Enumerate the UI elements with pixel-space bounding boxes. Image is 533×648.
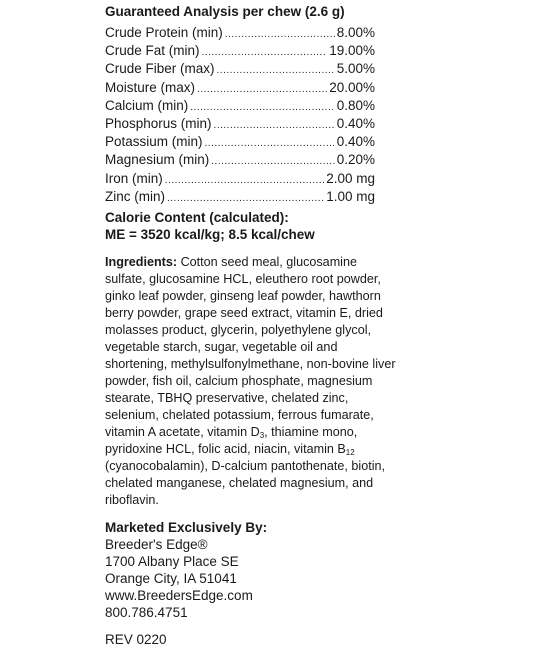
marketer-name: Breeder's Edge® [105,537,208,553]
analysis-row-label: Crude Protein (min) [105,25,223,40]
analysis-row-label: Iron (min) [105,170,163,186]
marketer-website: www.BreedersEdge.com [105,588,253,604]
analysis-row-label: Moisture (max) [105,79,196,95]
calorie-content-title: Calorie Content (calculated): [105,210,289,226]
analysis-row-value: 1.00 mg [326,188,375,204]
dot-leader [211,154,334,170]
dot-leader [197,82,327,98]
dot-leader [217,63,335,79]
marketer-city: Orange City, IA 51041 [105,571,237,587]
ingredients-subscript: 12 [345,448,355,458]
analysis-row-label: Calcium (min) [105,97,189,113]
analysis-row-label: Magnesium (min) [105,152,210,168]
product-label-panel [105,0,405,648]
ingredients-paragraph [105,254,401,509]
analysis-row-value: 0.80% [336,97,375,113]
dot-leader [165,173,324,189]
analysis-row-zinc [105,189,375,207]
dot-leader [167,191,324,207]
analysis-row-value: 19.00% [329,43,375,59]
guaranteed-analysis-title: Guaranteed Analysis per chew (2.6 g) [105,4,345,19]
analysis-row-value: 0.20% [336,152,375,168]
ingredients-text: , thiamine mono, pyridoxine HCL, folic acid, niacin, vitamin B [105,425,358,457]
ingredients-text: Cotton seed meal, glucosamine sulfate, glucosamine HCL, eleuthero root powder, ginko leaf powder, ginseng leaf powder, hawthorn berry powder, grape seed extract, vitamin E, dried molasses product, glycerin, polyethylene glycol, vegetable starch, sugar, vegetable oil and shortening, methylsulfonylmethane, non-bovine liver powder, fish oil, calcium phosphate, magnesium stearate, TBHQ preservative, chelated zinc, selenium, chelated potassium, ferrous fumarate, vitamin A acetate, vitamin D [105,255,396,440]
analysis-row-label: Potassium (min) [105,134,203,150]
marketer-title: Marketed Exclusively By: [105,520,268,536]
marketer-phone: 800.786.4751 [105,605,188,621]
analysis-row-label: Zinc (min) [105,188,165,204]
analysis-row-crude-fat [105,43,375,61]
analysis-row-phosphorus [105,116,375,134]
analysis-row-label: Phosphorus (min) [105,116,212,132]
analysis-row-potassium [105,134,375,152]
analysis-row-value: 0.40% [336,134,375,150]
analysis-row-value: 2.00 mg [326,170,375,186]
dot-leader [214,118,335,134]
analysis-row-magnesium [105,152,375,170]
ingredients-text: (cyanocobalamin), D-calcium pantothenate, biotin, chelated manganese, chelated magnesium, and riboflavin. [105,459,386,508]
guaranteed-analysis-table [105,25,405,207]
dot-leader [190,100,334,116]
ingredients-subscript: 3 [259,431,265,441]
analysis-row-calcium [105,98,375,116]
dot-leader [205,136,335,152]
marketer-block [105,519,405,621]
analysis-row-value: 8.00% [336,25,375,40]
analysis-row-iron [105,171,375,189]
analysis-row-value: 5.00% [336,61,375,77]
analysis-row-value: 0.40% [336,116,375,132]
marketer-street: 1700 Albany Place SE [105,554,239,570]
analysis-row-label: Crude Fiber (max) [105,61,215,77]
calorie-content [105,209,405,243]
analysis-row-value: 20.00% [329,79,375,95]
calorie-content-value: ME = 3520 kcal/kg; 8.5 kcal/chew [105,227,315,243]
dot-leader [225,27,335,43]
dot-leader [202,45,328,61]
analysis-row-moisture [105,80,375,98]
analysis-row-crude-fiber [105,61,375,79]
analysis-row-crude-protein [105,25,375,43]
analysis-row-label: Crude Fat (min) [105,43,200,59]
ingredients-heading: Ingredients: [105,255,178,270]
revision-code: REV 0220 [105,632,167,648]
